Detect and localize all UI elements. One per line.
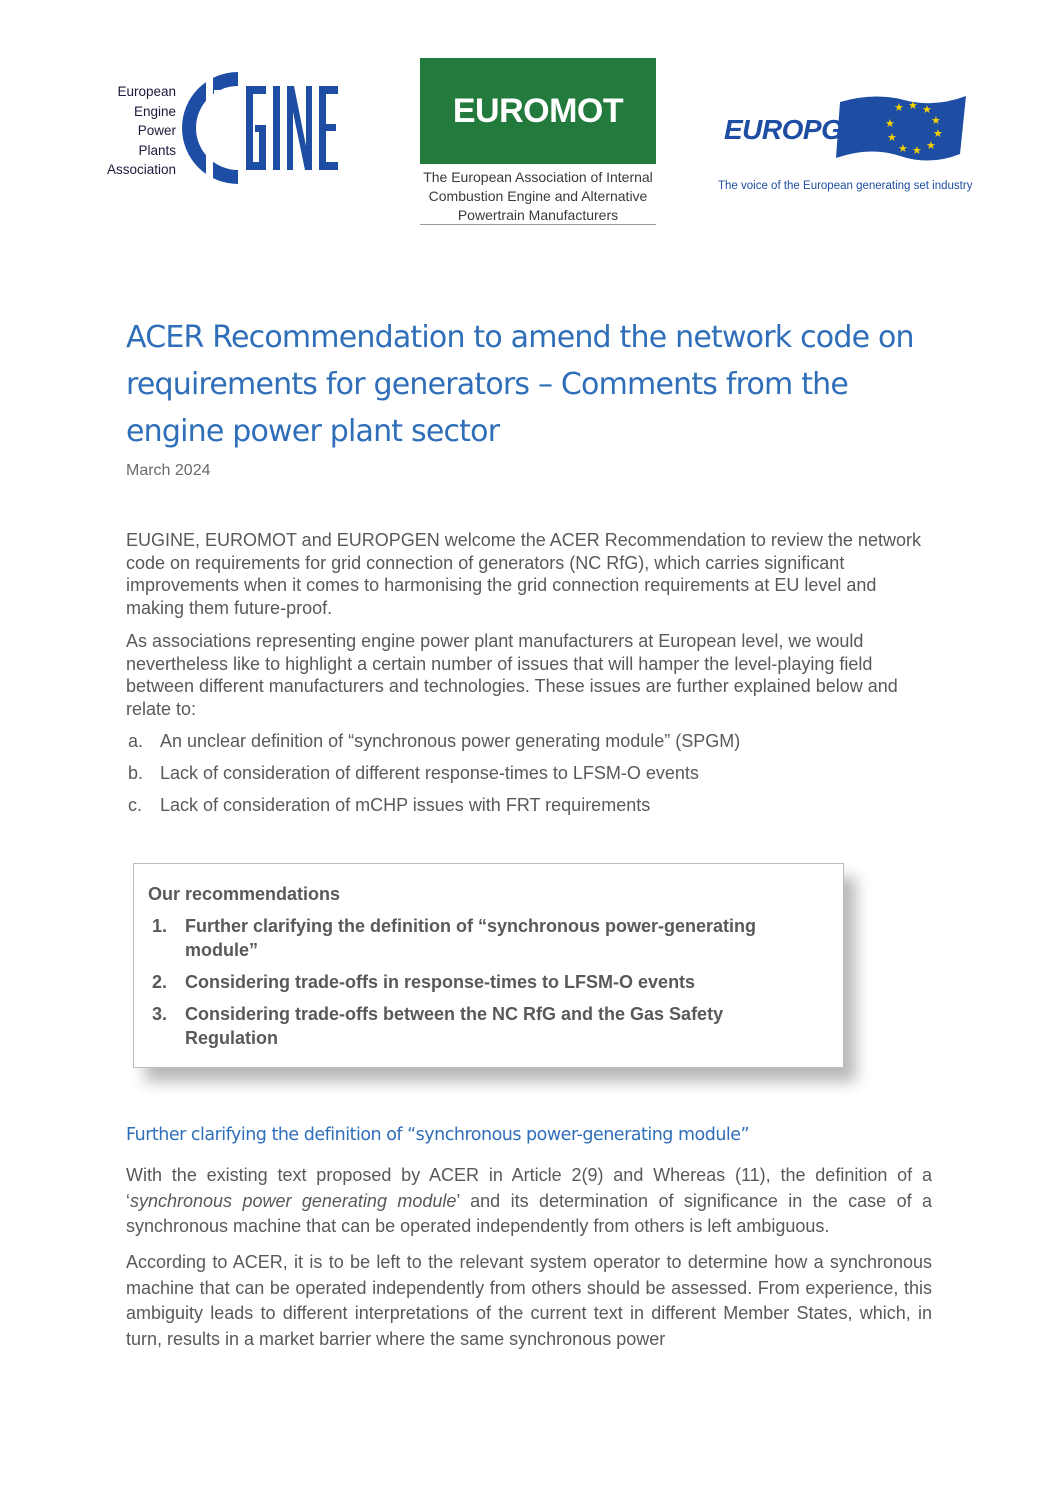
issues-list	[126, 730, 932, 826]
euromot-wordmark: EUROMOT	[452, 92, 624, 130]
eugine-wordmark-icon	[180, 70, 340, 186]
svg-text:★: ★	[922, 103, 932, 116]
eugine-logo	[96, 70, 346, 186]
svg-text:★: ★	[933, 127, 943, 140]
svg-text:★: ★	[912, 144, 922, 157]
svg-text:★: ★	[898, 142, 908, 155]
section1-paragraph-1: With the existing text proposed by ACER in Article 2(9) and Whereas (11), the definition of a ‘synchronous power generating module’ and its determination of significance in the case of a synchronous machine that can be operated independently from others is left ambiguous.	[126, 1165, 932, 1236]
section-heading: Further clarifying the definition of “synchronous power-generating module”	[126, 1125, 750, 1145]
list-item: 3. Considering trade-offs between the NC RfG and the Gas Safety Regulation	[152, 1004, 724, 1048]
svg-text:★: ★	[931, 114, 941, 127]
euromot-subtitle: The European Association of Internal Combustion Engine and Alternative Powertrain Manufacturers	[423, 169, 653, 223]
list-item: b. Lack of consideration of different response-times to LFSM-O events	[128, 763, 699, 783]
list-item: c. Lack of consideration of mCHP issues with FRT requirements	[128, 795, 651, 815]
list-item: a. An unclear definition of “synchronous power generating module” (SPGM)	[128, 731, 741, 751]
svg-text:★: ★	[887, 131, 897, 144]
europgen-wordmark: EUROPGEN	[724, 114, 881, 145]
eugine-association-name: European Engine Power Plants Association	[106, 84, 176, 177]
euromot-divider	[420, 224, 656, 225]
intro-paragraph-1: EUGINE, EUROMOT and EUROPGEN welcome the ACER Recommendation to review the network code on requirements for grid connection of generators (NC RfG), which carries significant improvements when it comes to harmonising the grid connection requirements at EU level and making them future-proof.	[126, 530, 921, 618]
list-item: 2. Considering trade-offs in response-times to LFSM-O events	[152, 972, 696, 992]
svg-text:★: ★	[926, 139, 936, 152]
europgen-logo	[716, 86, 976, 198]
section1-paragraph-2: According to ACER, it is to be left to the relevant system operator to determine how a synchronous machine that can be operated independently from others should be assessed. From experience, this ambiguity leads to different interpretations of the current text in different Member States, which, in turn, results in a market barrier where the same synchronous power	[126, 1252, 932, 1349]
euromot-logo	[420, 58, 656, 228]
svg-text:★: ★	[908, 99, 918, 112]
recommendations-box	[133, 863, 844, 1068]
recommendations-list	[152, 914, 812, 1058]
svg-text:★: ★	[885, 117, 895, 130]
svg-text:★: ★	[894, 101, 904, 114]
document-title: ACER Recommendation to amend the network code on requirements for generators – Comments from the engine power plant sector	[126, 320, 914, 449]
recommendations-title: Our recommendations	[148, 884, 341, 904]
intro-paragraph-2: As associations representing engine power plant manufacturers at European level, we would nevertheless like to highlight a certain number of issues that will hamper the level-playing field between different manufacturers and technologies. These issues are further explained below and relate to:	[126, 631, 898, 719]
document-date: March 2024	[126, 462, 211, 479]
list-item: 1. Further clarifying the definition of “synchronous power-generating module”	[152, 916, 757, 960]
europgen-tagline: The voice of the European generating set industry	[718, 180, 973, 192]
